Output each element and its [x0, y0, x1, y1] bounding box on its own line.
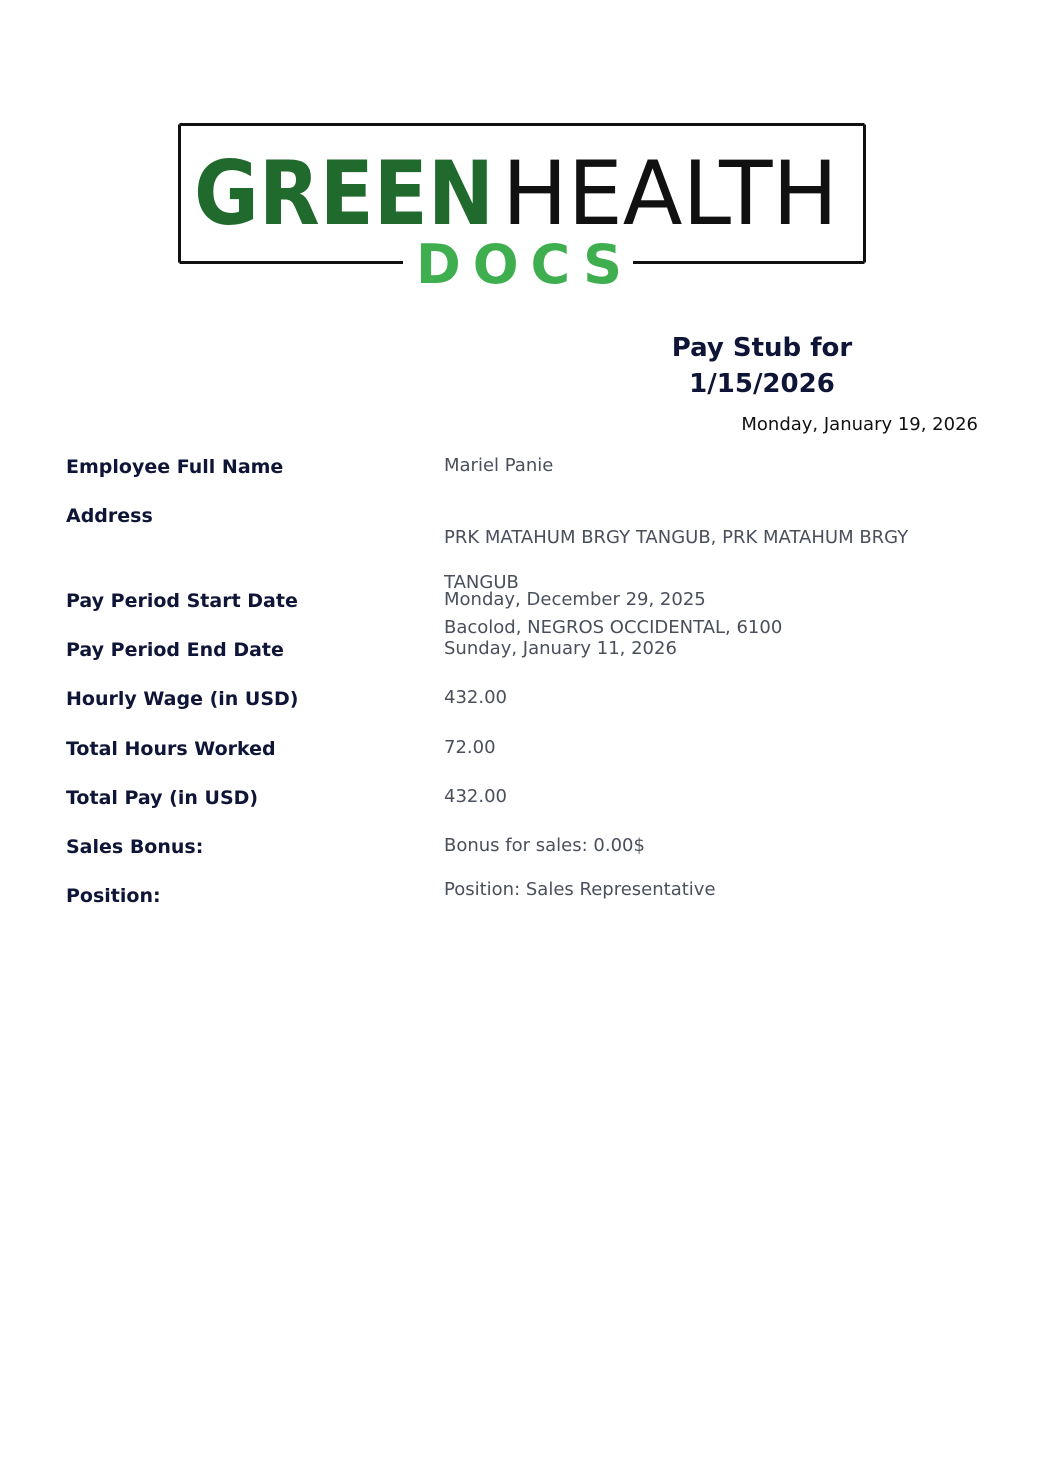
- row-sales-bonus: [66, 835, 978, 859]
- row-position: [66, 879, 978, 908]
- address-line-1: PRK MATAHUM BRGY TANGUB, PRK MATAHUM BRGY: [444, 526, 909, 548]
- row-total-hours: [66, 737, 978, 761]
- total-pay-value: 432.00: [444, 786, 507, 807]
- position-label: Position:: [66, 885, 161, 907]
- sales-bonus-label: Sales Bonus:: [66, 836, 204, 858]
- page-title: Pay Stub for 1/15/2026: [671, 333, 853, 399]
- hourly-wage-label: Hourly Wage (in USD): [66, 688, 299, 710]
- sales-bonus-value: Bonus for sales: 0.00$: [444, 835, 645, 856]
- row-period-start: [66, 589, 978, 613]
- row-hourly-wage: [66, 687, 978, 711]
- logo-word-health: HEALTH: [502, 142, 838, 245]
- row-employee-name: [66, 455, 978, 479]
- employee-name-label: Employee Full Name: [66, 456, 284, 478]
- period-end-value: Sunday, January 11, 2026: [444, 638, 677, 659]
- employee-name-value: Mariel Panie: [444, 455, 554, 476]
- total-hours-label: Total Hours Worked: [66, 738, 276, 760]
- period-start-label: Pay Period Start Date: [66, 590, 298, 612]
- address-line-2: TANGUB: [444, 571, 519, 593]
- logo-word-docs: DOCS: [416, 233, 622, 289]
- address-line-3: Bacolod, NEGROS OCCIDENTAL, 6100: [444, 616, 783, 638]
- hourly-wage-value: 432.00: [444, 687, 507, 708]
- total-hours-value: 72.00: [444, 737, 496, 758]
- logo-word-green: GREEN: [194, 142, 494, 245]
- position-value: Position: Sales Representative: [444, 879, 716, 900]
- row-period-end: [66, 638, 978, 662]
- document-date: Monday, January 19, 2026: [741, 414, 978, 435]
- row-total-pay: [66, 786, 978, 810]
- company-logo: [178, 123, 866, 289]
- address-label: Address: [66, 505, 153, 527]
- period-start-value: Monday, December 29, 2025: [444, 589, 706, 610]
- period-end-label: Pay Period End Date: [66, 639, 284, 661]
- total-pay-label: Total Pay (in USD): [66, 787, 259, 809]
